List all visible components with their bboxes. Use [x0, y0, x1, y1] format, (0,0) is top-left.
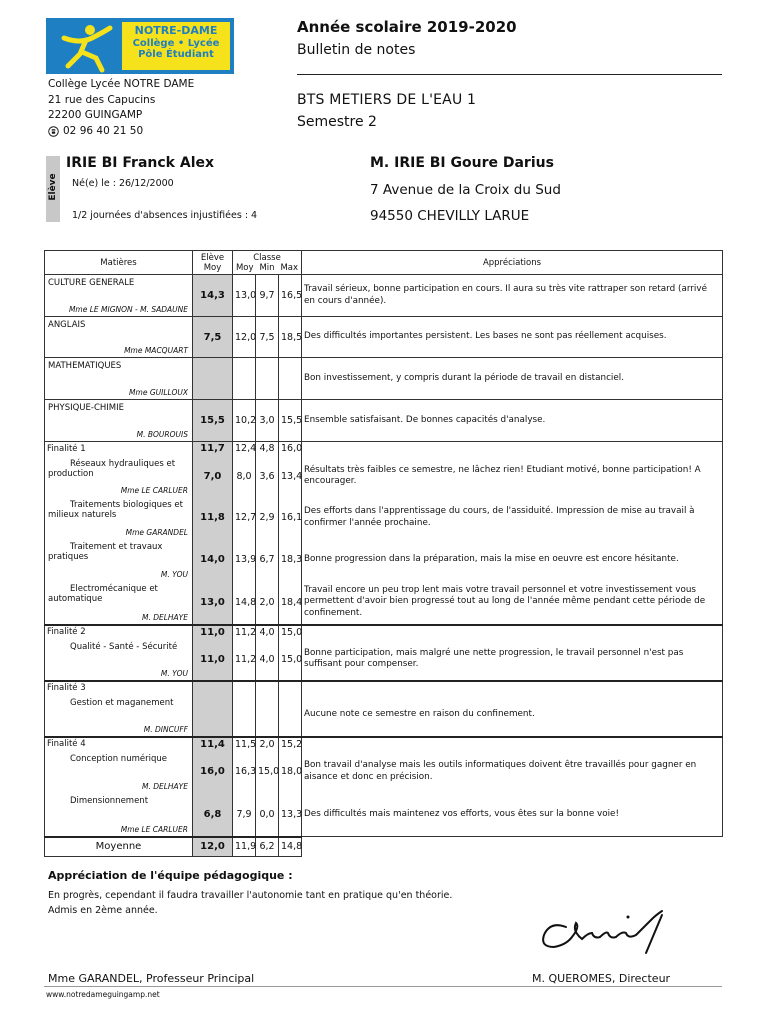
- teacher-name: Mme LE MIGNON - M. SADAUNE: [68, 305, 188, 314]
- header-divider: [297, 74, 722, 75]
- table-row: [45, 400, 723, 442]
- subject-name: PHYSIQUE-CHIMIE: [48, 403, 125, 413]
- finalite-label: Finalité 3: [45, 681, 193, 695]
- student-tab: [46, 156, 60, 222]
- appreciation: Des difficultés mais maintenez vos efforts, vous êtes sur la bonne voie!: [302, 793, 723, 837]
- student-name: IRIE BI Franck Alex: [66, 155, 215, 171]
- principal-professor: Mme GARANDEL, Professeur Principal: [48, 972, 255, 985]
- finalite-student-average: 11,7: [193, 442, 233, 456]
- table-row: [45, 639, 723, 681]
- finalite-class-min: [256, 681, 279, 695]
- class-min: 3,0: [256, 400, 279, 442]
- class-min: [256, 695, 279, 737]
- subject-cell: [45, 497, 193, 539]
- student-tab-label: Elève: [48, 173, 58, 201]
- class-average: [233, 358, 256, 400]
- school-name: Collège Lycée NOTRE DAME: [48, 78, 195, 90]
- table-row: [45, 275, 723, 317]
- appreciation: Aucune note ce semestre en raison du confinement.: [302, 695, 723, 737]
- header-classe: [233, 251, 302, 275]
- logo-line-1: NOTRE-DAME: [134, 24, 218, 37]
- table-row: [45, 793, 723, 837]
- finalite-row: [45, 681, 723, 695]
- subject-cell: [45, 317, 193, 358]
- parent-address-line-1: 7 Avenue de la Croix du Sud: [370, 182, 561, 198]
- average-student: 12,0: [193, 837, 233, 857]
- finalite-student-average: 11,0: [193, 625, 233, 639]
- class-max: 13,4: [279, 456, 302, 497]
- table-row: [45, 695, 723, 737]
- header-eleve: [193, 251, 233, 275]
- class-max: 13,3: [279, 793, 302, 837]
- class-average: 10,2: [233, 400, 256, 442]
- header-eleve-label: Elève: [200, 252, 225, 263]
- student-average: 11,8: [193, 497, 233, 539]
- class-max: 18,4: [279, 581, 302, 625]
- school-city: 22200 GUINGAMP: [48, 109, 143, 121]
- teacher-name: M. DINCUFF: [143, 724, 188, 734]
- school-phone-number: 02 96 40 21 50: [63, 124, 144, 137]
- finalite-row: [45, 737, 723, 751]
- finalite-class-average: 11,2: [233, 625, 256, 639]
- website-link[interactable]: www.notredameguingamp.net: [46, 990, 160, 999]
- class-min: 4,0: [256, 639, 279, 681]
- subject-name: Electromécanique et automatique: [48, 583, 158, 604]
- class-average: 14,8: [233, 581, 256, 625]
- appreciation: Bon travail d'analyse mais les outils informatiques doivent être travaillés pour gagner en aisance et donc en précision.: [302, 751, 723, 793]
- class-average: 12,0: [233, 317, 256, 358]
- class-max: [279, 695, 302, 737]
- class-max: 18,0: [279, 751, 302, 793]
- appreciation: Bonne progression dans la préparation, mais la mise en oeuvre est encore hésitante.: [302, 539, 723, 581]
- appreciation: Des difficultés importantes persistent. Les bases ne sont pas réellement acquises.: [302, 317, 723, 358]
- subject-name: Dimensionnement: [70, 795, 149, 806]
- average-class-min: 6,2: [256, 837, 279, 857]
- table-row: [45, 317, 723, 358]
- finalite-class-min: 2,0: [256, 737, 279, 751]
- subject-cell: [45, 358, 193, 400]
- table-row: [45, 497, 723, 539]
- subject-cell: [45, 275, 193, 317]
- subject-name: Traitement et travaux pratiques: [48, 541, 163, 562]
- running-figure-icon: [46, 18, 122, 74]
- appreciation: Travail sérieux, bonne participation en cours. Il aura su très vite rattraper son retard (arrivé en cours d'année).: [302, 275, 723, 317]
- appreciation: Ensemble satisfaisant. De bonnes capacités d'analyse.: [302, 400, 723, 442]
- student-average: [193, 358, 233, 400]
- student-average: 11,0: [193, 639, 233, 681]
- teacher-name: M. YOU: [160, 569, 188, 579]
- teacher-name: Mme MACQUART: [124, 346, 188, 355]
- header-eleve-moy: Moy: [203, 262, 222, 273]
- class-average: 7,9: [233, 793, 256, 837]
- finalite-class-max: 15,2: [279, 737, 302, 751]
- class-average: 13,0: [233, 275, 256, 317]
- header-matieres: Matières: [45, 251, 193, 275]
- class-max: 16,1: [279, 497, 302, 539]
- header-min: Min: [259, 262, 275, 273]
- finalite-student-average: [193, 681, 233, 695]
- class-average: 11,2: [233, 639, 256, 681]
- class-min: 3,6: [256, 456, 279, 497]
- class-min: 9,7: [256, 275, 279, 317]
- student-average: 13,0: [193, 581, 233, 625]
- subject-name: ANGLAIS: [48, 320, 86, 330]
- table-row: [45, 539, 723, 581]
- teacher-name: Mme LE CARLUER: [120, 485, 188, 495]
- table-row: [45, 751, 723, 793]
- student-absences: 1/2 journées d'absences injustifiées : 4: [72, 210, 258, 221]
- header-appreciations: Appréciations: [302, 251, 723, 275]
- class-average: 16,3: [233, 751, 256, 793]
- class-max: 16,5: [279, 275, 302, 317]
- average-empty: [302, 837, 723, 857]
- grades-table: [44, 250, 723, 857]
- subject-name: MATHEMATIQUES: [48, 361, 122, 371]
- class-max: 15,5: [279, 400, 302, 442]
- subject-cell: [45, 695, 193, 737]
- teacher-name: Mme GARANDEL: [125, 527, 188, 537]
- school-logo: [46, 18, 234, 74]
- class-min: [256, 358, 279, 400]
- appreciation: Bon investissement, y compris durant la période de travail en distanciel.: [302, 358, 723, 400]
- table-row: [45, 456, 723, 497]
- finalite-appreciation: [302, 681, 723, 695]
- class-max: 15,0: [279, 639, 302, 681]
- header-moy: Moy: [235, 262, 254, 273]
- finalite-appreciation: [302, 737, 723, 751]
- parent-name: M. IRIE BI Goure Darius: [370, 155, 554, 171]
- student-average: 14,0: [193, 539, 233, 581]
- subject-cell: [45, 581, 193, 625]
- subject-name: Qualité - Santé - Sécurité: [70, 641, 178, 652]
- teacher-name: M. BOUROUIS: [136, 430, 188, 439]
- average-class-max: 14,8: [279, 837, 302, 857]
- footer-divider: [44, 986, 722, 987]
- header-classe-label: Classe: [253, 252, 281, 263]
- finalite-class-max: 15,0: [279, 625, 302, 639]
- appreciation: Résultats très faibles ce semestre, ne lâchez rien! Etudiant motivé, bonne participation! A encourager.: [302, 456, 723, 497]
- teacher-name: Mme LE CARLUER: [120, 824, 188, 834]
- teacher-name: M. YOU: [160, 668, 188, 678]
- class-max: 18,5: [279, 317, 302, 358]
- student-average: 16,0: [193, 751, 233, 793]
- finalite-class-average: [233, 681, 256, 695]
- finalite-appreciation: [302, 442, 723, 456]
- finalite-class-max: 16,0: [279, 442, 302, 456]
- class-min: 2,9: [256, 497, 279, 539]
- finalite-row: [45, 442, 723, 456]
- class-min: 6,7: [256, 539, 279, 581]
- finalite-row: [45, 625, 723, 639]
- subject-name: Gestion et maganement: [70, 697, 174, 708]
- finalite-appreciation: [302, 625, 723, 639]
- finalite-class-average: 12,4: [233, 442, 256, 456]
- subject-name: Conception numérique: [70, 753, 167, 764]
- logo-text: [122, 22, 230, 70]
- class-min: 2,0: [256, 581, 279, 625]
- class-max: [279, 358, 302, 400]
- appreciation: Travail encore un peu trop lent mais votre travail personnel et votre investissement vous permettent d'avoir bien progressé tout au long de l'année même pendant cette période de confinement.: [302, 581, 723, 625]
- table-row: [45, 358, 723, 400]
- finalite-label: Finalité 4: [45, 737, 193, 751]
- student-average: 6,8: [193, 793, 233, 837]
- class-average: 12,7: [233, 497, 256, 539]
- subject-name: Traitements biologiques et milieux naturels: [48, 499, 183, 520]
- bulletin-title: Bulletin de notes: [297, 42, 416, 58]
- semester-label: Semestre 2: [297, 114, 377, 130]
- table-header-row: [45, 251, 723, 275]
- table-row: [45, 581, 723, 625]
- student-average: 14,3: [193, 275, 233, 317]
- finalite-label: Finalité 1: [45, 442, 193, 456]
- student-average: 7,5: [193, 317, 233, 358]
- finalite-class-min: 4,8: [256, 442, 279, 456]
- subject-cell: [45, 539, 193, 581]
- average-label: Moyenne: [45, 837, 193, 857]
- team-appreciation-title: Appréciation de l'équipe pédagogique :: [48, 869, 293, 882]
- finalite-student-average: 11,4: [193, 737, 233, 751]
- student-average: 7,0: [193, 456, 233, 497]
- team-appreciation-line-2: Admis en 2ème année.: [48, 905, 158, 916]
- finalite-class-max: [279, 681, 302, 695]
- class-average: 13,9: [233, 539, 256, 581]
- class-average: 8,0: [233, 456, 256, 497]
- appreciation: Des efforts dans l'apprentissage du cours, de l'assiduité. Impression de mise au travail à confirmer l'année prochaine.: [302, 497, 723, 539]
- class-min: 0,0: [256, 793, 279, 837]
- appreciation: Bonne participation, mais malgré une nette progression, le travail personnel n'est pas suffisant pour compenser.: [302, 639, 723, 681]
- school-address: [48, 77, 194, 139]
- finalite-class-min: 4,0: [256, 625, 279, 639]
- school-year-title: Année scolaire 2019-2020: [297, 18, 517, 36]
- logo-line-3: Pôle Étudiant: [138, 49, 214, 61]
- director-signature: [536, 897, 686, 959]
- finalite-label: Finalité 2: [45, 625, 193, 639]
- student-average: [193, 695, 233, 737]
- teacher-name: M. DELHAYE: [141, 612, 188, 622]
- subject-cell: [45, 639, 193, 681]
- header-max: Max: [280, 262, 299, 273]
- subject-cell: [45, 793, 193, 837]
- class-min: 15,0: [256, 751, 279, 793]
- average-class-moy: 11,9: [233, 837, 256, 857]
- school-street: 21 rue des Capucins: [48, 93, 156, 106]
- finalite-class-average: 11,5: [233, 737, 256, 751]
- class-min: 7,5: [256, 317, 279, 358]
- average-row: [45, 837, 723, 857]
- logo-line-2: Collège • Lycée: [132, 37, 220, 49]
- school-phone: [48, 124, 194, 140]
- subject-cell: [45, 400, 193, 442]
- team-appreciation-line-1: En progrès, cependant il faudra travailler l'autonomie tant en pratique qu'en théorie.: [48, 890, 453, 901]
- class-max: 18,3: [279, 539, 302, 581]
- subject-cell: [45, 456, 193, 497]
- student-birth: Né(e) le : 26/12/2000: [72, 178, 174, 189]
- class-average: [233, 695, 256, 737]
- director-name: M. QUEROMES, Directeur: [532, 972, 671, 985]
- subject-cell: [45, 751, 193, 793]
- teacher-name: M. DELHAYE: [141, 781, 188, 791]
- phone-icon: [48, 126, 59, 137]
- parent-address-line-2: 94550 CHEVILLY LARUE: [370, 208, 530, 224]
- teacher-name: Mme GUILLOUX: [129, 388, 188, 397]
- subject-name: Réseaux hydrauliques et production: [48, 458, 176, 479]
- student-average: 15,5: [193, 400, 233, 442]
- subject-name: CULTURE GENERALE: [48, 278, 135, 288]
- program-title: BTS METIERS DE L'EAU 1: [297, 92, 477, 108]
